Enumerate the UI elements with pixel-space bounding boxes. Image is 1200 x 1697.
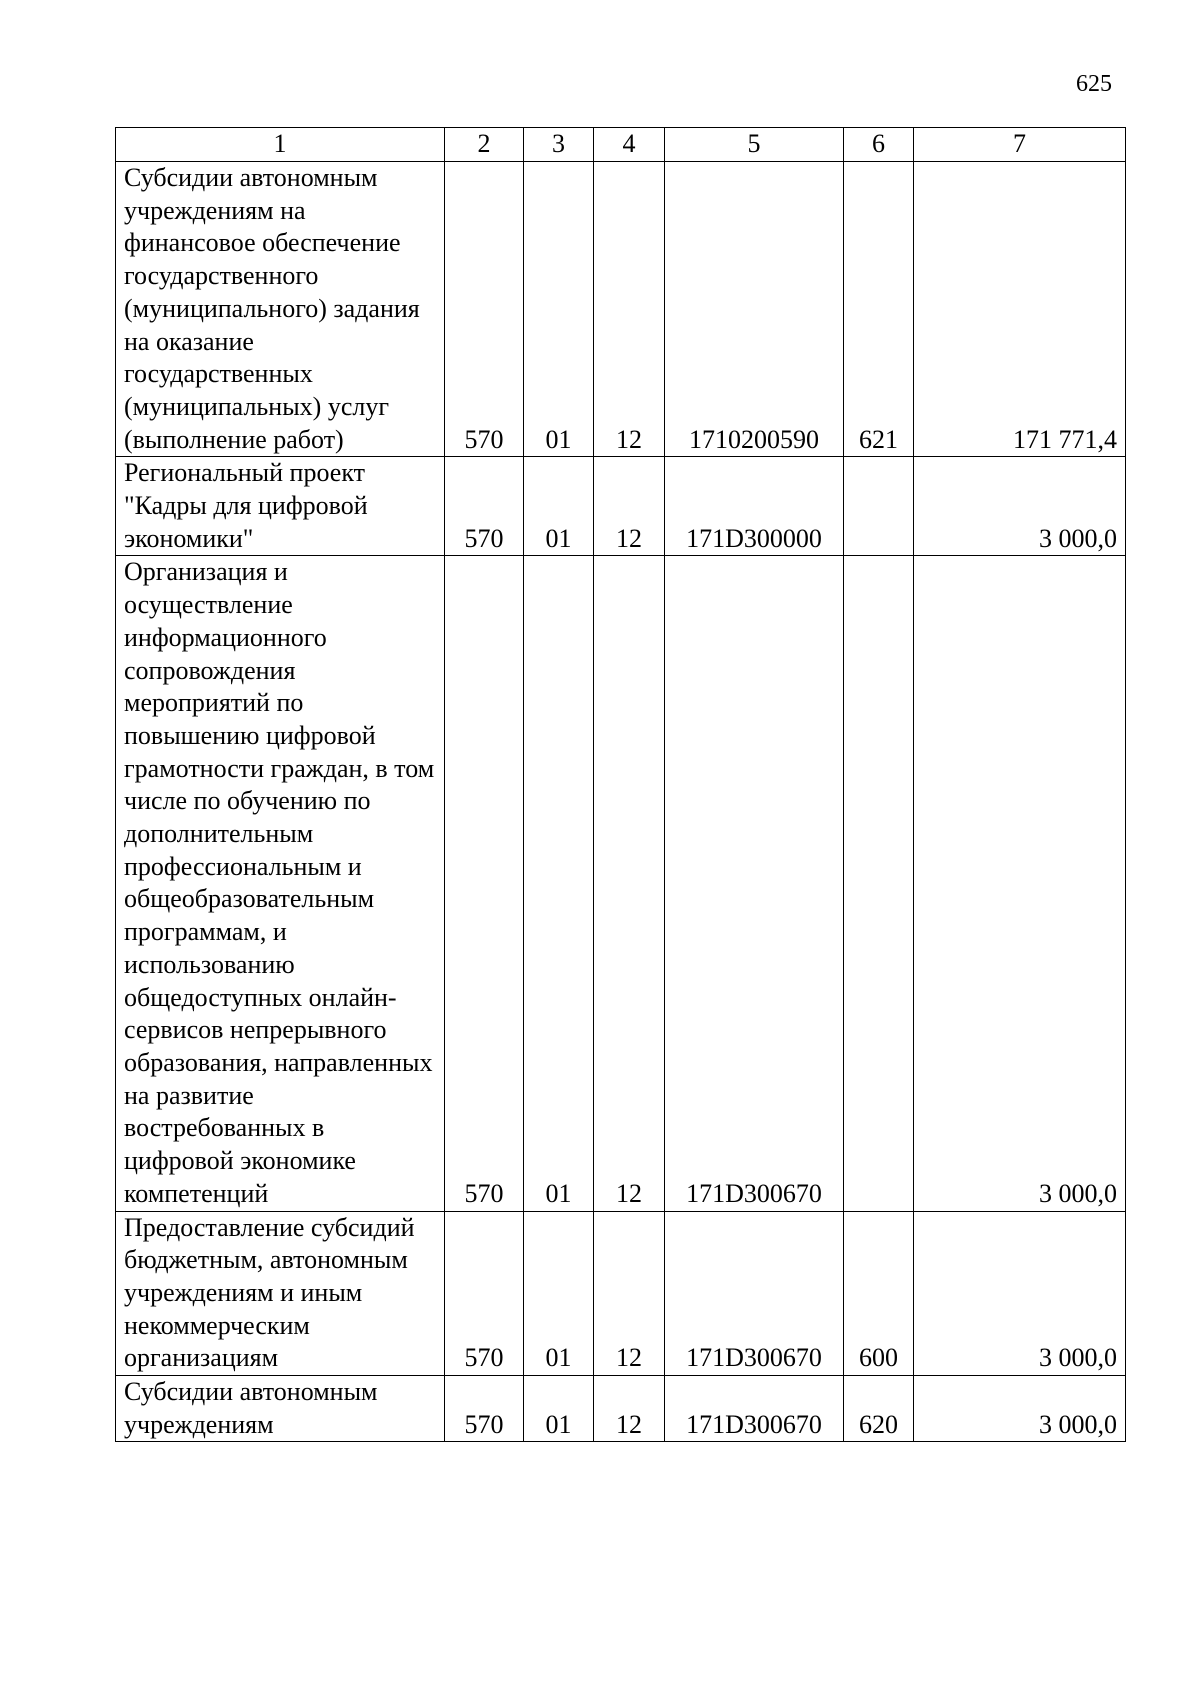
cell-col5: 1710200590 xyxy=(665,162,844,457)
table-row xyxy=(116,556,1126,1211)
cell-col7: 3 000,0 xyxy=(914,556,1126,1211)
cell-col4: 12 xyxy=(594,556,665,1211)
cell-col6 xyxy=(844,556,914,1211)
cell-col3: 01 xyxy=(524,162,594,457)
cell-col7: 3 000,0 xyxy=(914,1211,1126,1376)
cell-col5: 171D300670 xyxy=(665,1211,844,1376)
cell-col4: 12 xyxy=(594,457,665,556)
cell-col6: 600 xyxy=(844,1211,914,1376)
cell-col6 xyxy=(844,457,914,556)
column-header: 3 xyxy=(524,128,594,162)
cell-col3: 01 xyxy=(524,1211,594,1376)
row-name: Предоставление субсидий бюджетным, автономным учреждениям и иным некоммерческим организациям xyxy=(116,1211,445,1376)
cell-col3: 01 xyxy=(524,1376,594,1442)
column-header: 4 xyxy=(594,128,665,162)
cell-col7: 171 771,4 xyxy=(914,162,1126,457)
cell-col3: 01 xyxy=(524,457,594,556)
cell-col4: 12 xyxy=(594,1376,665,1442)
column-header: 6 xyxy=(844,128,914,162)
cell-col5: 171D300670 xyxy=(665,1376,844,1442)
column-header: 5 xyxy=(665,128,844,162)
cell-col7: 3 000,0 xyxy=(914,457,1126,556)
row-name: Субсидии автономным учреждениям xyxy=(116,1376,445,1442)
table-row xyxy=(116,1211,1126,1376)
cell-col4: 12 xyxy=(594,1211,665,1376)
cell-col5: 171D300000 xyxy=(665,457,844,556)
cell-col7: 3 000,0 xyxy=(914,1376,1126,1442)
table-header-row xyxy=(116,128,1126,162)
budget-table xyxy=(115,127,1126,1442)
cell-col2: 570 xyxy=(445,1376,524,1442)
column-header: 1 xyxy=(116,128,445,162)
cell-col2: 570 xyxy=(445,162,524,457)
cell-col6: 620 xyxy=(844,1376,914,1442)
column-header: 2 xyxy=(445,128,524,162)
cell-col5: 171D300670 xyxy=(665,556,844,1211)
cell-col2: 570 xyxy=(445,1211,524,1376)
table-row xyxy=(116,457,1126,556)
table-row xyxy=(116,162,1126,457)
column-header: 7 xyxy=(914,128,1126,162)
row-name: Организация и осуществление информационного сопровождения мероприятий по повышению цифровой грамотности граждан, в том числе по обучению по дополнительным профессиональным и общеобразовательным программам, и использованию общедоступных онлайн-сервисов непрерывного образования, направленных на развитие востребованных в цифровой экономике компетенций xyxy=(116,556,445,1211)
cell-col2: 570 xyxy=(445,556,524,1211)
row-name: Региональный проект "Кадры для цифровой экономики" xyxy=(116,457,445,556)
row-name: Субсидии автономным учреждениям на финансовое обеспечение государственного (муниципального) задания на оказание государственных (муниципальных) услуг (выполнение работ) xyxy=(116,162,445,457)
page-number: 625 xyxy=(1076,71,1112,97)
cell-col3: 01 xyxy=(524,556,594,1211)
table-row xyxy=(116,1376,1126,1442)
cell-col6: 621 xyxy=(844,162,914,457)
cell-col4: 12 xyxy=(594,162,665,457)
cell-col2: 570 xyxy=(445,457,524,556)
